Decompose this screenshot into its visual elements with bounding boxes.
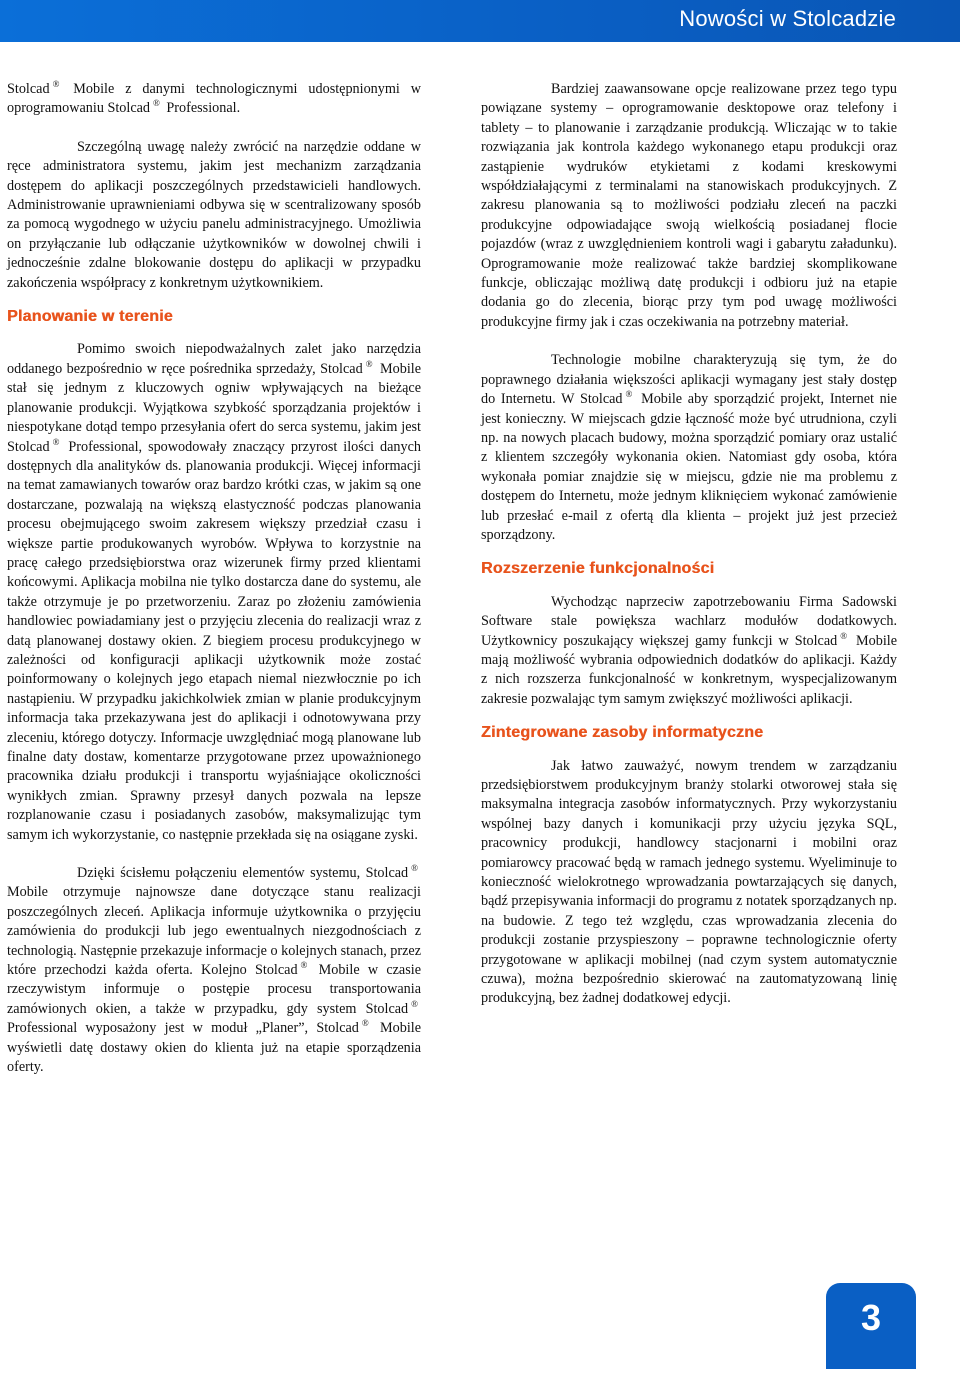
page-number-badge <box>826 1283 916 1369</box>
page-number: 3 <box>860 1297 882 1338</box>
section-heading-rozszerzenie: Rozszerzenie funkcjonalności <box>481 560 715 578</box>
page-title: Nowości w Stolcadzie <box>679 6 896 31</box>
integration-paragraph: Dzięki ścisłemu połączeniu elementów systemu, Stolcad ® Mobile otrzymuje najnowsze dane dotyczące stanu realizacji poszczególnych zleceń. Aplikacja informuje użytkownika o przyjęciu zamówienia do produkcji lub jego ewentualnych niezgodnościach z technologią. Następnie przekazuje informacje o kolejnych stanach, przez które przechodzi każda oferta. Kolejno Stolcad ® Mobile w czasie rzeczywistym informuje o postępie procesu transportowania zamówionych okien, a także w przypadku, gdy system Stolcad ® Professional wyposażony jest w moduł „Planer”, Stolcad ® Mobile wyświetli datę dostawy okien do klienta już na etapie sporządzenia oferty. <box>7 863 422 1076</box>
intro-paragraph-end: Stolcad ® Mobile z danymi technologicznymi udostępnionymi w oprogramowaniu Stolcad ® Professional. <box>7 79 421 117</box>
planning-paragraph: Pomimo swoich niepodważalnych zalet jako narzędzia oddanego bezpośrednio w ręce pośrednika sprzedaży, Stolcad ® Mobile stał się jednym z kluczowych ogniw wpływających na bieżące planowanie produkcji. Wyjątkowa szybkość sporządzania projektów i niespotykane dotąd tempo przesyłania ofert do serca systemu, jakim jest Stolcad ® Professional, spowodowały znaczący przyrost ilości danych dostępnych dla analityków ds. planowania produkcji. Więcej informacji na temat zamawianych towarów oraz bardzo krótki czas, w jakim są one dostarczane, pozwalają na większą elastyczność podczas planowania procesu obejmującego swoim zakresem większy przedział czasu i większe partie produkowanych wyrobów. Wpływa to korzystnie na pracę całego przedsiębiorstwa oraz wizerunek firmy przed klientami końcowymi. Aplikacja mobilna nie tylko dostarcza dane do systemu, ale także otrzymuje je po przetworzeniu. Zaraz po złożeniu zamówienia handlowiec powiadamiany jest o przyjęciu zlecenia do realizacji wraz z datą planowanej dostawy okien. Z biegiem procesu produkcyjnego w zależności od konfiguracji aplikacji użytkownik może zostać poinformowany o kolejnych jego etapach niemal niezwłocznie po ich nastąpieniu. W przypadku jakichkolwiek zmian w planie produkcyjnym informacja taka przekazywana jest do aplikacji i odnotowywana przy zleceniu, którego dotyczy. Informacje uwzględniać mogą planowane lub finalne daty dostaw, komentarze przygotowane przez upoważnionego pracownika działu produkcji i transportu wyjaśniające okoliczności wynikłych zmian. Sprawny przesył danych pozwala na lepsze rozplanowanie czasu i posiadanych zasobów, maksymalizując tym samym ich wykorzystanie, co następnie przekłada się na osiągane zyski. <box>7 341 421 843</box>
section-heading-planowanie: Planowanie w terenie <box>7 308 173 326</box>
admin-paragraph: Szczególną uwagę należy zwrócić na narzędzie oddane w ręce administratora systemu, jakim jest mechanizm zarządzania dostępem do aplikacji poszczególnych przedstawicieli handlowych. Administrowanie uprawnieniami odbywa się w scentralizowany sposób za pomocą wygodnego w użyciu panelu administracyjnego. Umożliwia on przyłączanie lub odłączanie użytkowników w dowolnej chwili i jednocześnie zdalne blokowanie dostępu do aplikacji w przypadku zakończenia współpracy z konkretnym użytkownikiem. <box>7 138 421 291</box>
right-column <box>481 80 897 1009</box>
section-heading-zasoby: Zintegrowane zasoby informatyczne <box>481 724 764 742</box>
resources-paragraph: Jak łatwo zauważyć, nowym trendem w zarządzaniu przedsiębiorstwem produkcyjnym branży stolarki otworowej stała się maksymalna integracja zasobów informatycznych. Przy wykorzystaniu wspólnej bazy danych i komunikacji przy użyciu języka SQL, pracownicy produkcji, handlowcy stacjonarni i mobilni oraz pomiarowcy pracować będą w ramach jednego systemu. Wyeliminuje to konieczność wielokrotnego wprowadzania powtarzających się danych, bądź przepisywania informacji do programu z notatek sporządzanych np. na budowie. Z tego też względu, czas wprowadzania zlecenia do produkcji zostanie przyspieszony – poprawne technologicznie oferty przygotowane w aplikacji mobilnej (nad czym system automatycznie czuwa), można bezpośrednio skierować na zautomatyzowaną linię produkcyjną, bez żadnej dodatkowej edycji. <box>481 757 897 1007</box>
advanced-options-paragraph: Bardziej zaawansowane opcje realizowane przez tego typu powiązane systemy – oprogramowanie desktopowe oraz telefony i tablety – to planowanie i zarządzanie produkcją. Wliczając w to takie rozwiązania jak kontrola każdego wykonanego etapu produkcji oraz zastąpienie wydruków etykietami z kodami kreskowymi współdziałającymi z terminalami na stanowiskach produkcyjnych. Z zakresu planowania są to możliwości podziału zleceń na paczki produkcyjne odpowiadające swoją wielkością posiadanej flocie pojazdów (wraz z uwzględnieniem kontroli wagi i gabarytu załadunku). Oprogramowanie może realizować także bardziej skomplikowane funkcje, obliczając możliwą datę produkcji i odbioru już na etapie dodania go do zlecenia, biorąc przy tym pod uwagę możliwości produkcyjne firmy jak i czas oczekiwania na potrzebny materiał. <box>481 81 897 330</box>
left-column <box>7 80 421 1078</box>
extension-paragraph: Wychodząc naprzeciw zapotrzebowaniu Firma Sadowski Software stale powiększa wachlarz modułów dodatkowych. Użytkownicy poszukający większej gamy funkcji w Stolcad ® Mobile mają możliwość wybrania odpowiednich dodatków do aplikacji. Każdy z nich rozszerza funkcjonalność w konkretnym, wyspecjalizowanym zakresie pozwalając tym samym zwiększyć możliwości aplikacji. <box>481 593 898 707</box>
header-bar <box>0 0 960 42</box>
mobile-tech-paragraph: Technologie mobilne charakteryzują się tym, że do poprawnego działania większości aplikacji wymagany jest stały dostęp do Internetu. W Stolcad ® Mobile aby sporządzić projekt, Internet nie jest konieczny. W miejscach gdzie łączność może być utrudniona, czyli np. na nowych placach budowy, można sporządzić pomiary oraz ustalić z klientem szczegóły wykonania okien. Natomiast gdy osoba, która wykonała pomiar znajdzie się w miejscu, gdzie nie ma problemu z dostępem do Internetu, może jednym kliknięciem wykonać zamówienie lub przesłać e-mail z ofertą dla klienta – projekt już jest przecież sporządzony. <box>481 352 897 543</box>
